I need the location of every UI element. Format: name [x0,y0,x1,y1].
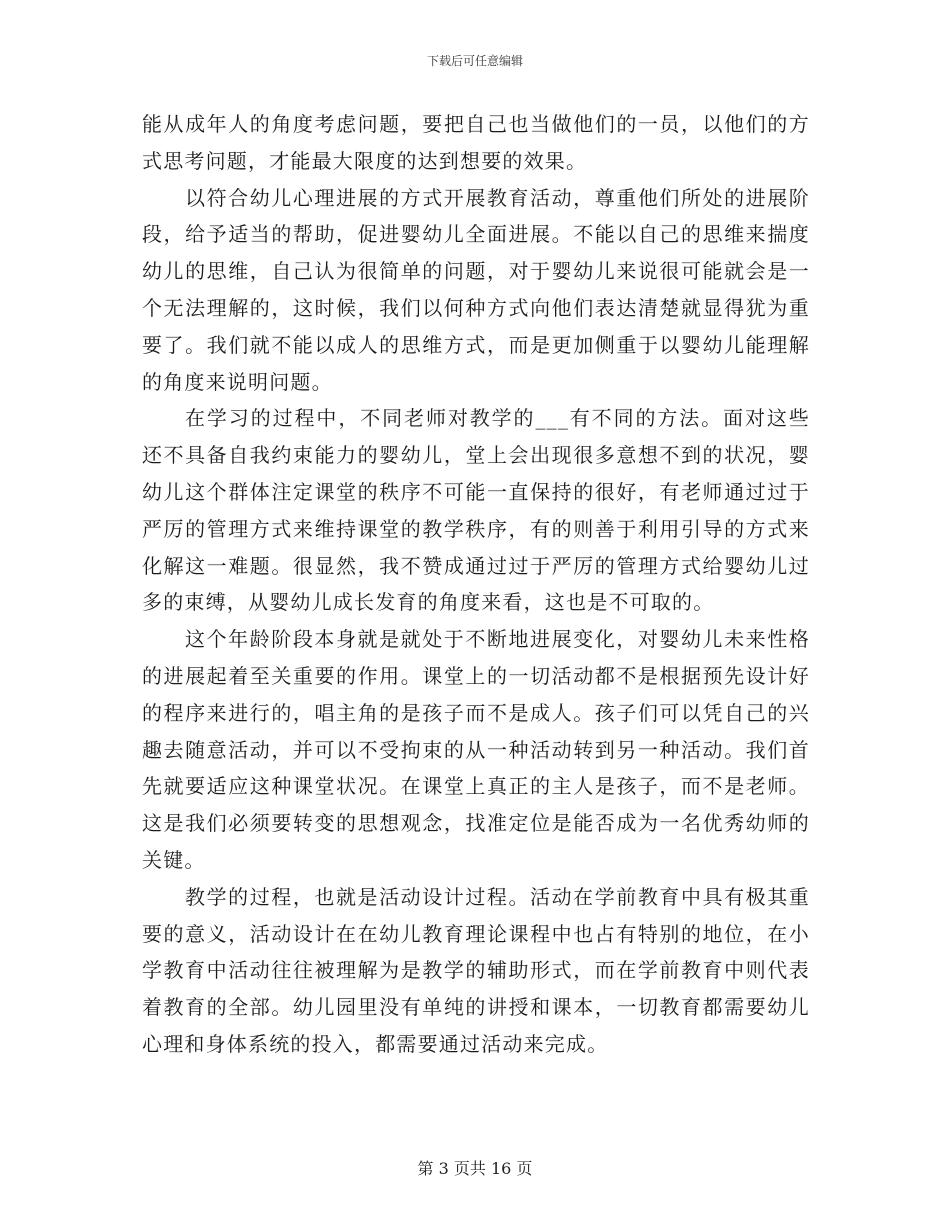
paragraph-3: 在学习的过程中，不同老师对教学的___有不同的方法。面对这些还不具备自我约束能力的婴幼儿，堂上会出现很多意想不到的状况，婴幼儿这个群体注定课堂的秩序不可能一直保持的很好，有老师通过过于严厉的管理方式来维持课堂的教学秩序，有的则善于利用引导的方式来化解这一难题。很显然，我不赞成通过过于严厉的管理方式给婴幼儿过多的束缚，从婴幼儿成长发育的角度来看，这也是不可取的。 [142,406,810,615]
page-header: 下载后可任意编辑 [426,54,523,68]
paragraph-1: 能从成年人的角度考虑问题，要把自己也当做他们的一员，以他们的方式思考问题，才能最大限度的达到想要的效果。 [142,112,810,173]
page-number: 第 3 页共 16 页 [417,1159,533,1178]
paragraph-5: 教学的过程，也就是活动设计过程。活动在学前教育中具有极其重要的意义，活动设计在在幼儿教育理论课程中也占有特别的地位，在小学教育中活动往往被理解为是教学的辅助形式，而在学前教育中则代表着教育的全部。幼儿园里没有单纯的讲授和课本，一切教育都需要幼儿心理和身体系统的投入，都需要通过活动来完成。 [142,884,810,1056]
paragraph-4: 这个年龄阶段本身就是就处于不断地进展变化，对婴幼儿未来性格的进展起着至关重要的作用。课堂上的一切活动都不是根据预先设计好的程序来进行的，唱主角的是孩子而不是成人。孩子们可以凭自己的兴趣去随意活动，并可以不受拘束的从一种活动转到另一种活动。我们首先就要适应这种课堂状况。在课堂上真正的主人是孩子，而不是老师。这是我们必须要转变的思想观念，找准定位是能否成为一名优秀幼师的关键。 [142,627,810,872]
paragraph-2: 以符合幼儿心理进展的方式开展教育活动，尊重他们所处的进展阶段，给予适当的帮助，促进婴幼儿全面进展。不能以自己的思维来揣度幼儿的思维，自己认为很简单的问题，对于婴幼儿来说很可能就会是一个无法理解的，这时候，我们以何种方式向他们表达清楚就显得犹为重要了。我们就不能以成人的思维方式，而是更加侧重于以婴幼儿能理解的角度来说明问题。 [142,185,810,394]
document-body [142,106,810,1063]
